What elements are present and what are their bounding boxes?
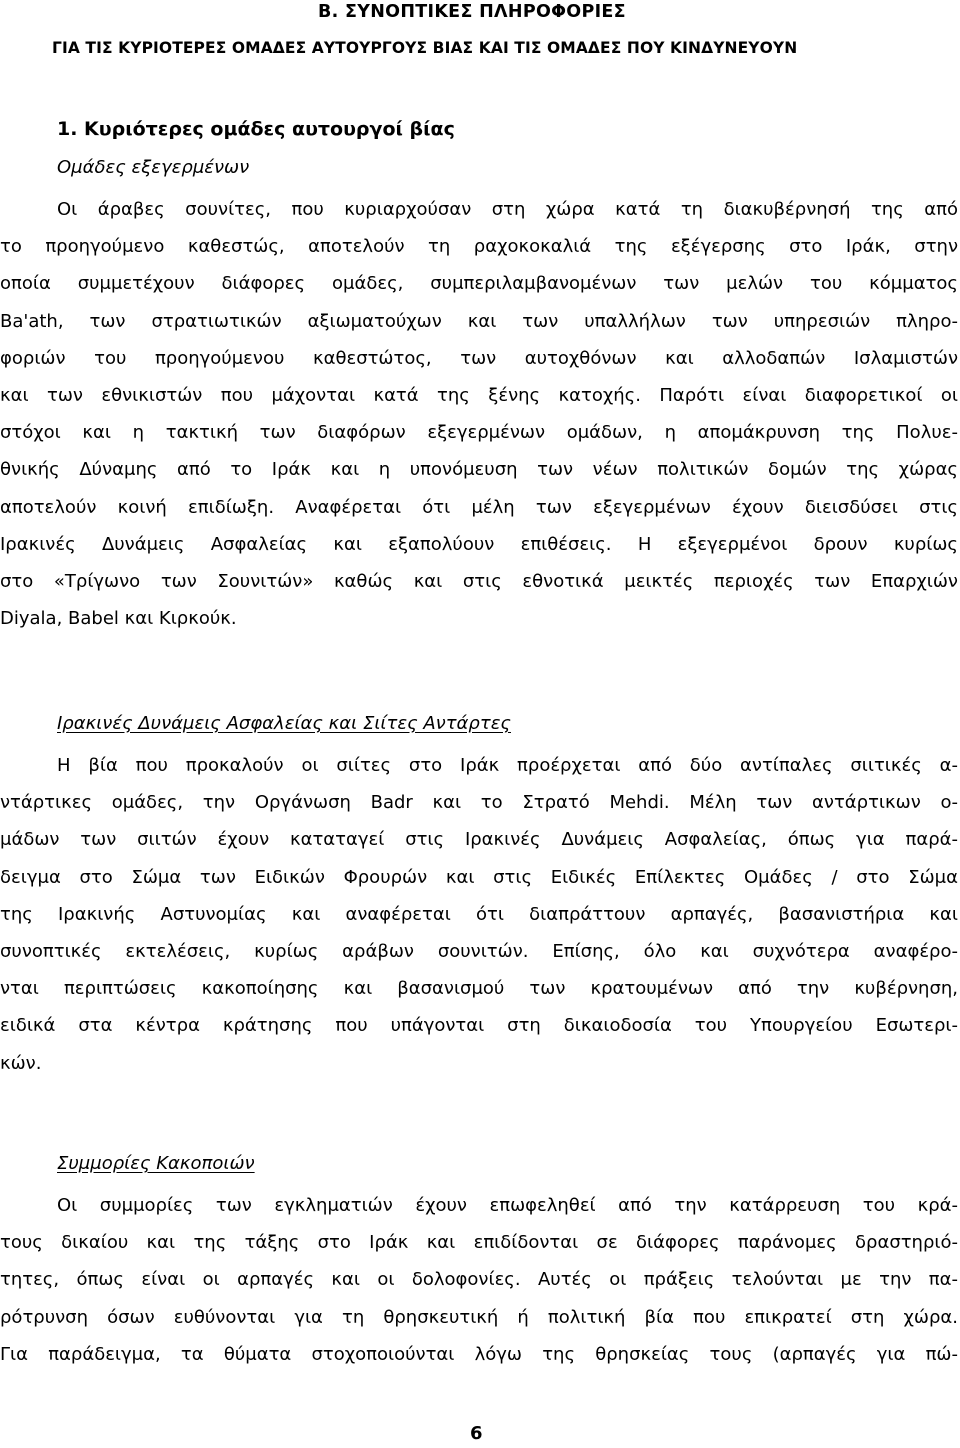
document-subtitle: ΓΙΑ ΤΙΣ ΚΥΡΙΟΤΕΡΕΣ ΟΜΑΔΕΣ ΑΥΤΟΥΡΓΟΥΣ ΒΙΑΣ ΚΑΙ ΤΙΣ ΟΜΑΔΕΣ ΠΟΥ ΚΙΝΔΥΝΕΥΟΥΝ: [52, 39, 798, 57]
insurgents-heading: Ομάδες εξεγερμένων: [57, 157, 250, 178]
paragraph-line: Η βία που προκαλούν οι σιίτες στο Ιράκ προέρχεται από δύο αντίπαλες σιιτικές α-: [57, 755, 958, 776]
paragraph-line: Οι συμμορίες των εγκληματιών έχουν επωφεληθεί από την κατάρρευση του κρά-: [57, 1195, 958, 1216]
paragraph-line: συνοπτικές εκτελέσεις, κυρίως αράβων σουνιτών. Επίσης, όλο και συχνότερα αναφέρο-: [0, 940, 958, 962]
paragraph-line: φοριών του προηγούμενου καθεστώτος, των αυτοχθόνων και αλλοδαπών Ισλαμιστών: [0, 347, 958, 369]
paragraph-line: Ba'ath, των στρατιωτικών αξιωματούχων και των υπαλλήλων των υπηρεσιών πληρο-: [0, 310, 958, 332]
paragraph-line: τους δικαίου και της τάξης στο Ιράκ και επιδίδονται σε διάφορες παράνομες δραστηριό-: [0, 1232, 958, 1254]
page-number: 6: [470, 1423, 483, 1444]
paragraph-line: Ιρακινές Δυνάμεις Ασφαλείας και εξαπολύουν επιθέσεις. Η εξεγερμένοι δρουν κυρίως: [0, 533, 958, 555]
paragraph-line: το προηγούμενο καθεστώς, αποτελούν τη ραχοκοκαλιά της εξέγερσης στο Ιράκ, στην: [0, 236, 958, 258]
paragraph-line: οποία συμμετέχουν διάφορες ομάδες, συμπεριλαμβανομένων των μελών του κόμματος: [0, 273, 958, 295]
security-forces-paragraph: [0, 747, 958, 1082]
section-heading: 1. Κυριότερες ομάδες αυτουργοί βίας: [57, 118, 455, 140]
paragraph-line: στο «Τρίγωνο των Σουνιτών» καθώς και στις εθνοτικά μεικτές περιοχές των Επαρχιών: [0, 570, 958, 592]
paragraph-line: νται περιπτώσεις κακοποίησης και βασανισμού των κρατουμένων από την κυβέρνηση,: [0, 978, 958, 1000]
paragraph-line: μάδων των σιιτών έχουν καταταγεί στις Ιρακινές Δυνάμεις Ασφαλείας, όπως για παρά-: [0, 829, 958, 851]
security-forces-heading: Ιρακινές Δυνάμεις Ασφαλείας και Σιίτες Αντάρτες: [57, 713, 511, 734]
paragraph-line: Για παράδειγμα, τα θύματα στοχοποιούνται λόγω της θρησκείας τους (αρπαγές για πώ-: [0, 1343, 958, 1365]
paragraph-line: δειγμα στο Σώμα των Ειδικών Φρουρών και στις Ειδικές Επίλεκτες Ομάδες / στο Σώμα: [0, 866, 958, 888]
document-title: Β. ΣΥΝΟΠΤΙΚΕΣ ΠΛΗΡΟΦΟΡΙΕΣ: [318, 2, 626, 22]
paragraph-line: Diyala, Babel και Κιρκούκ.: [0, 608, 237, 630]
gangs-paragraph: [0, 1187, 958, 1373]
paragraph-line: θνικής Δύναμης από το Ιράκ και η υπονόμευση των νέων πολιτικών δομών της χώρας: [0, 459, 958, 481]
paragraph-line: και των εθνικιστών που μάχονται κατά της ξένης κατοχής. Παρότι είναι διαφορετικοί οι: [0, 384, 958, 406]
paragraph-line: αποτελούν κοινή επιδίωξη. Αναφέρεται ότι μέλη των εξεγερμένων έχουν διεισδύσει στις: [0, 496, 958, 518]
paragraph-line: Οι άραβες σουνίτες, που κυριαρχούσαν στη χώρα κατά τη διακυβέρνησή της από: [57, 199, 958, 220]
paragraph-line: ρότρυνση όσων ευθύνονται για τη θρησκευτική ή πολιτική βία που επικρατεί στη χώρα.: [0, 1306, 958, 1328]
paragraph-line: κών.: [0, 1052, 42, 1074]
paragraph-line: τητες, όπως είναι οι αρπαγές και οι δολοφονίες. Αυτές οι πράξεις τελούνται με την πα-: [0, 1269, 958, 1291]
insurgents-paragraph: [0, 191, 958, 637]
gangs-heading: Συμμορίες Κακοποιών: [57, 1153, 255, 1174]
paragraph-line: ειδικά στα κέντρα κράτησης που υπάγονται στη δικαιοδοσία του Υπουργείου Εσωτερι-: [0, 1015, 958, 1037]
paragraph-line: ντάρτικες ομάδες, την Οργάνωση Badr και το Στρατό Mehdi. Μέλη των αντάρτικων ο-: [0, 792, 958, 814]
paragraph-line: της Ιρακινής Αστυνομίας και αναφέρεται ότι διαπράττουν αρπαγές, βασανιστήρια και: [0, 903, 958, 925]
paragraph-line: στόχοι και η τακτική των διαφόρων εξεγερμένων ομάδων, η απομάκρυνση της Πολυε-: [0, 422, 958, 444]
